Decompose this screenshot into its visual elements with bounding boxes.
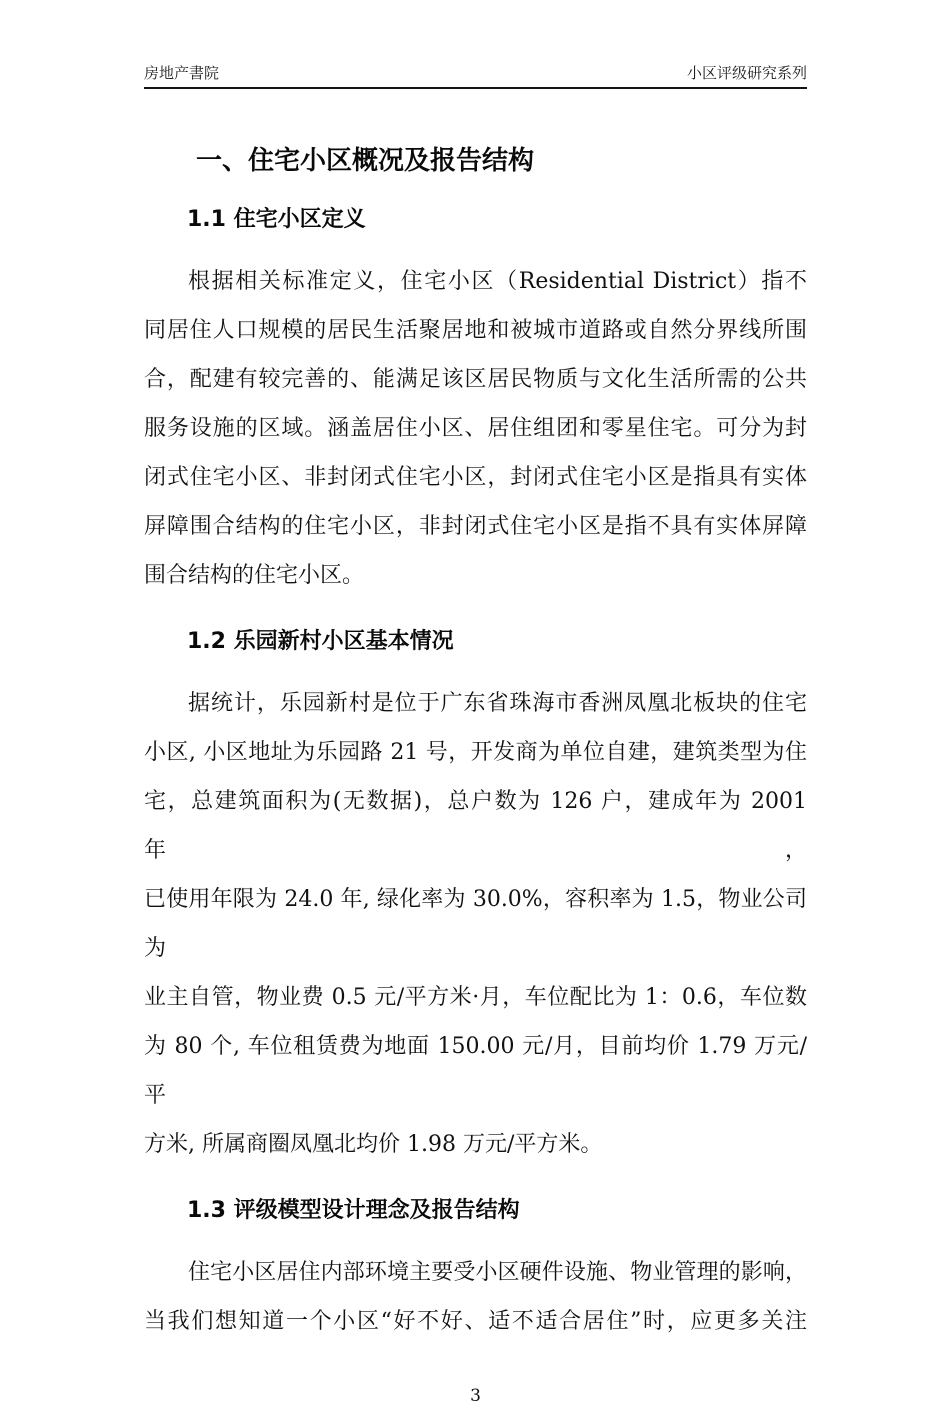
section-1-3 [144,1196,807,1346]
text-line: 业主自管，物业费 0.5 元/平方米·月，车位配比为 1：0.6，车位数 [144,985,807,1010]
section-heading-1-3: 1.3 评级模型设计理念及报告结构 [187,1198,520,1223]
header-right-label: 小区评级研究系列 [686,64,807,82]
text-line: 同居住人口规模的居民生活聚居地和被城市道路或自然分界线所围 [144,318,807,343]
text-line: 已使用年限为 24.0 年, 绿化率为 30.0%，容积率为 1.5，物业公司为 [144,887,807,961]
text-line: 闭式住宅小区、非封闭式住宅小区，封闭式住宅小区是指具有实体 [144,465,807,490]
text-line: 合，配建有较完善的、能满足该区居民物质与文化生活所需的公共 [144,367,807,392]
section-heading-1-2: 1.2 乐园新村小区基本情况 [187,629,454,654]
section-1-2 [144,627,807,1169]
text-line: 宅，总建筑面积为(无数据)，总户数为 126 户，建成年为 2001 年， [144,789,807,863]
text-line: 根据相关标准定义，住宅小区（Residential District）指不 [188,269,807,294]
page-number: 3 [470,1386,481,1406]
text-line: 小区, 小区地址为乐园路 21 号，开发商为单位自建，建筑类型为住 [144,740,807,765]
page-header [144,0,807,89]
section-heading-1-1: 1.1 住宅小区定义 [187,207,366,232]
text-line: 据统计，乐园新村是位于广东省珠海市香洲凤凰北板块的住宅 [188,691,807,716]
page-content [144,0,807,1406]
text-line: 当我们想知道一个小区“好不好、适不适合居住”时，应更多关注 [144,1309,807,1334]
text-line: 围合结构的住宅小区。 [144,563,365,588]
text-line: 方米, 所属商圈凤凰北均价 1.98 万元/平方米。 [144,1132,603,1157]
paragraph [144,679,807,1169]
document-title: 一、住宅小区概况及报告结构 [196,146,535,176]
text-line: 住宅小区居住内部环境主要受小区硬件设施、物业管理的影响， [188,1260,807,1285]
paragraph [144,257,807,600]
section-1-1 [144,205,807,600]
paragraph [144,1248,807,1346]
text-line: 屏障围合结构的住宅小区，非封闭式住宅小区是指不具有实体屏障 [144,514,807,539]
text-line: 服务设施的区域。涵盖居住小区、居住组团和零星住宅。可分为封 [144,416,807,441]
text-line: 为 80 个, 车位租赁费为地面 150.00 元/月，目前均价 1.79 万元/平 [144,1034,807,1108]
header-left-label: 房地产書院 [144,64,220,82]
